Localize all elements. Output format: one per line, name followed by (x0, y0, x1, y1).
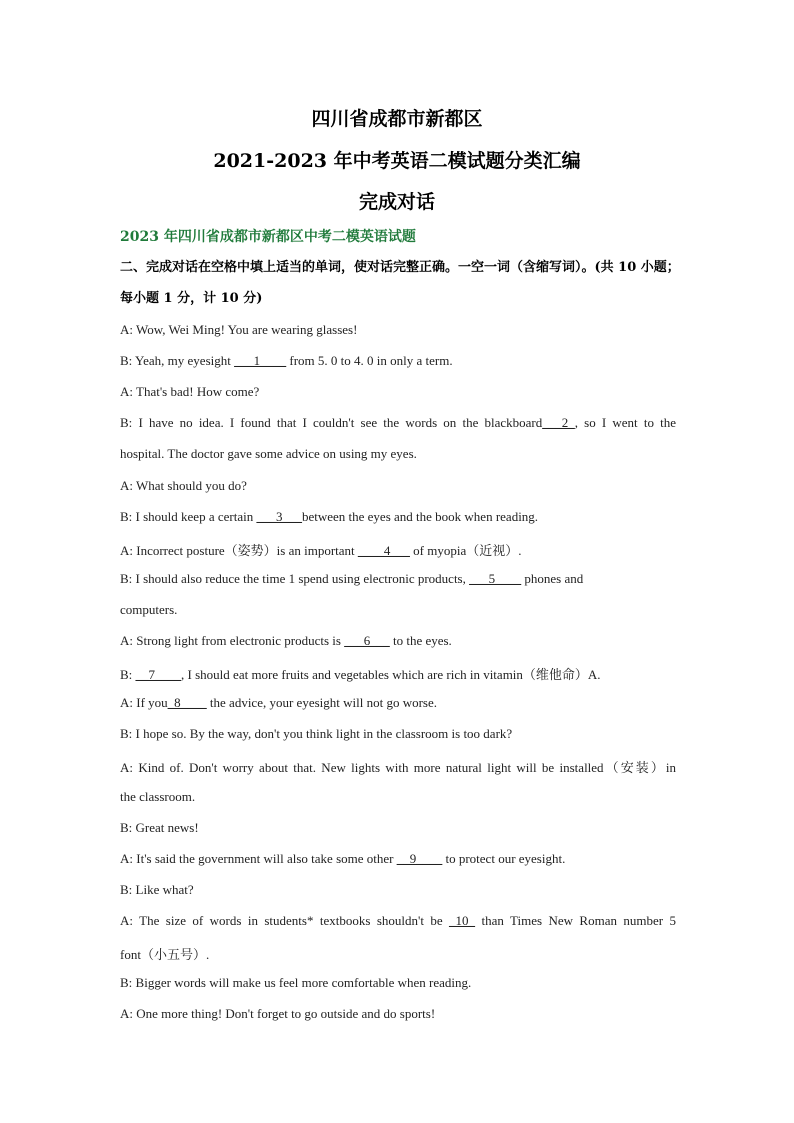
dialogue-text: B: I have no idea. I found that I couldn't see the words on the blackboard (120, 415, 543, 431)
answer-blank[interactable]: _10_ (449, 912, 476, 928)
dialogue-line (120, 602, 676, 618)
answer-blank[interactable]: ___1____ (234, 353, 287, 369)
dialogue-line (120, 913, 676, 929)
dialogue-line (120, 540, 676, 559)
dialogue-line (120, 757, 676, 776)
dialogue-text: A: One more thing! Don't forget to go outside and do sports! (120, 1006, 436, 1022)
dialogue-line (120, 446, 676, 462)
dialogue-text-tail: , so I went to the (574, 415, 676, 431)
document-title-topic: 完成对话 (358, 191, 435, 213)
dialogue-text: A: That's bad! How come? (120, 384, 260, 400)
dialogue-text: A: If you (120, 695, 168, 711)
dialogue-text: A: Strong light from electronic products is (120, 633, 345, 648)
dialogue-text-tail: phones and (521, 570, 584, 586)
document-title-years: 2021-2023 年中考英语二模试题分类汇编 (213, 150, 581, 172)
dialogue-text-tail: than Times New Roman number 5 (475, 912, 676, 928)
section-instruction: 二、完成对话在空格中填上适当的单词，使对话完整正确。一空一词（含缩写词）。(共 10 小题；每小题 1 分，计 10 分) (120, 260, 680, 306)
dialogue-text: B: Like what? (120, 881, 194, 897)
dialogue-text: font（小五号）. (120, 947, 210, 962)
answer-blank[interactable]: ___3___ (256, 508, 302, 524)
dialogue-text-tail: the advice, your eyesight will not go worse. (206, 695, 438, 711)
dialogue-text: the classroom. (120, 788, 196, 804)
dialogue-line (120, 384, 676, 400)
dialogue-text: computers. (120, 601, 178, 617)
dialogue-text: B: (120, 667, 136, 683)
dialogue-line (120, 695, 676, 711)
dialogue-text: A: Incorrect posture（姿势）is an important (120, 542, 358, 558)
answer-blank[interactable]: ___2_ (542, 415, 575, 431)
dialogue-line (120, 820, 676, 836)
dialogue-text: B: Great news! (120, 819, 199, 835)
dialogue-line (120, 322, 676, 338)
dialogue-line (120, 353, 676, 369)
dialogue-text: B: I hope so. By the way, don't you think light in the classroom is too dark? (120, 726, 513, 742)
answer-blank[interactable]: _8____ (167, 695, 207, 711)
dialogue-line (120, 882, 676, 898)
dialogue-line (120, 571, 676, 587)
dialogue-text: B: I should keep a certain (120, 508, 257, 524)
dialogue-line (120, 851, 676, 867)
dialogue-text: A: What should you do? (120, 477, 247, 493)
dialogue-text: B: Bigger words will make us feel more comfortable when reading. (120, 975, 472, 991)
dialogue-text-tail: , I should eat more fruits and vegetables which are rich in vitamin（维他命）A. (181, 667, 601, 683)
dialogue-line (120, 726, 676, 742)
dialogue-line (120, 789, 676, 805)
dialogue-line (120, 975, 676, 991)
dialogue-text-tail: to protect our eyesight. (442, 850, 566, 866)
dialogue-text-tail: of myopia（近视）. (409, 542, 522, 558)
dialogue-text: B: Yeah, my eyesight (120, 353, 235, 369)
dialogue-line (120, 509, 676, 525)
section-heading: 2023 年四川省成都市新都区中考二模英语试题 (120, 229, 416, 245)
dialogue-text: B: I should also reduce the time 1 spend using electronic products, (120, 570, 470, 586)
dialogue-text-tail: between the eyes and the book when reading. (301, 508, 539, 524)
dialogue-line (120, 415, 676, 431)
dialogue-text: A: The size of words in students* textbooks shouldn't be (120, 912, 450, 928)
answer-blank[interactable]: __9____ (396, 850, 443, 866)
dialogue-text: A: Kind of. Don't worry about that. New lights with more natural light will be installed（安装）in (120, 760, 676, 776)
answer-blank[interactable]: __7____ (135, 667, 182, 683)
answer-blank[interactable]: ___5____ (469, 570, 522, 586)
dialogue-text-tail: to the eyes. (389, 633, 452, 648)
document-title-region: 四川省成都市新都区 (311, 108, 483, 130)
dialogue-line (120, 1006, 676, 1022)
dialogue-text: A: It's said the government will also take some other (120, 850, 397, 866)
answer-blank[interactable]: ____4___ (357, 542, 410, 558)
dialogue-line (120, 664, 676, 683)
dialogue-text-tail: from 5. 0 to 4. 0 in only a term. (286, 353, 453, 369)
dialogue-line (120, 633, 676, 649)
dialogue-line (120, 944, 676, 963)
answer-blank[interactable]: ___6___ (344, 633, 390, 648)
dialogue-text: A: Wow, Wei Ming! You are wearing glasses! (120, 322, 358, 337)
dialogue-text: hospital. The doctor gave some advice on using my eyes. (120, 446, 417, 462)
dialogue-line (120, 478, 676, 494)
